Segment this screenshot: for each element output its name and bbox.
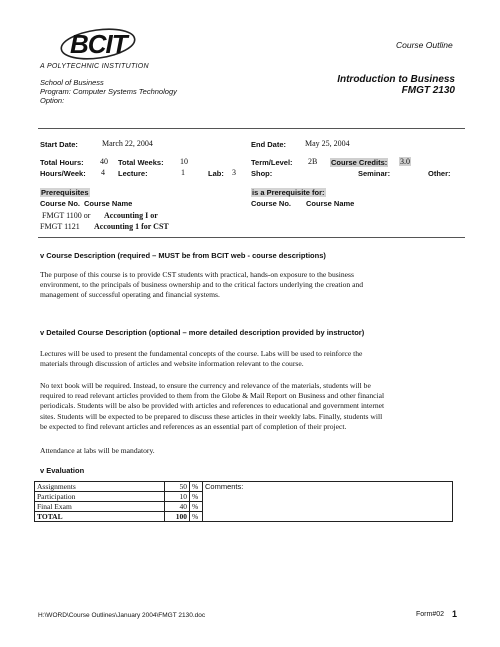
eval-value: 40 (165, 502, 190, 512)
end-date-value: May 25, 2004 (305, 139, 350, 148)
start-date-value: March 22, 2004 (102, 139, 153, 148)
eval-pct: % (190, 492, 203, 502)
lecture-value: 1 (181, 168, 185, 177)
logo-text: BCIT (70, 29, 127, 59)
doc-type: Course Outline (396, 40, 453, 50)
text-line: sites. Students will be expected to be prepared to discuss these articles in their weekly labs. Finally, students will (40, 411, 383, 421)
page-number: 1 (452, 609, 458, 619)
course-code: FMGT 2130 (401, 85, 455, 96)
option-label: Option: (40, 96, 65, 105)
text-line: No text book will be required. Instead, to ensure the currency and relevance of the materials, students will be (40, 381, 371, 390)
prereq-col-name: Course Name (84, 199, 133, 208)
eval-value: 10 (165, 492, 190, 502)
eval-item: Assignments (35, 482, 165, 492)
term-label: Term/Level: (251, 158, 293, 167)
eval-item: TOTAL (35, 512, 165, 522)
prereq-row-name: Accounting I or (104, 211, 158, 220)
footer-form: Form#02 (416, 611, 445, 618)
prereq-col-no: Course No. (40, 199, 81, 208)
lab-label: Lab: (208, 169, 224, 178)
comments-cell (203, 482, 453, 522)
detailed-description-para2 (40, 381, 460, 432)
total-weeks-label: Total Weeks: (118, 158, 164, 167)
text-line: materials through discussion of articles and website information relevant to the course. (40, 359, 304, 369)
start-date-label: Start Date: (40, 140, 78, 149)
end-date-label: End Date: (251, 140, 287, 149)
bcit-logo (60, 25, 140, 63)
total-weeks-value: 10 (180, 157, 188, 166)
hours-week-label: Hours/Week: (40, 169, 86, 178)
course-description-heading: v Course Description (required – MUST be from BCIT web - course descriptions) (40, 251, 326, 260)
shop-label: Shop: (251, 169, 273, 178)
eval-item: Participation (35, 492, 165, 502)
text-line: be expected to find relevant articles and references as an essential part of completion of their project. (40, 421, 347, 431)
prereq-row-no: FMGT 1100 or (42, 211, 91, 220)
divider (38, 128, 465, 129)
prereq-heading: Prerequisites (41, 188, 89, 197)
school-name: School of Business (40, 78, 104, 87)
prereq-for-col-name: Course Name (306, 199, 355, 208)
credits-value: 3.0 (400, 157, 410, 166)
divider (38, 237, 465, 238)
lab-value: 3 (232, 168, 236, 177)
tagline: A POLYTECHNIC INSTITUTION (40, 63, 149, 70)
credits-label: Course Credits: (331, 158, 388, 167)
other-label: Other: (428, 169, 451, 178)
lecture-label: Lecture: (118, 169, 148, 178)
prereq-row-name: Accounting 1 for CST (94, 222, 169, 231)
text-line: Lectures will be used to present the fundamental concepts of the course. Labs will be used to reinforce the (40, 349, 363, 358)
prereq-for-col-no: Course No. (251, 199, 292, 208)
eval-item: Final Exam (35, 502, 165, 512)
course-title: Introduction to Business (337, 74, 455, 85)
hours-week-value: 4 (101, 168, 105, 177)
text-line: environment, to the principals of business ownership and to the critical factors underlying the creation and (40, 280, 364, 290)
eval-value: 100 (165, 512, 190, 522)
evaluation-heading: v Evaluation (40, 466, 85, 475)
prereq-row-no: FMGT 1121 (40, 222, 80, 231)
table-row (35, 482, 453, 492)
text-line: The purpose of this course is to provide CST students with practical, hands-on exposure to the business (40, 270, 354, 279)
eval-pct: % (190, 502, 203, 512)
text-line: periodicals. Students will be also be provided with articles and references to educational and government internet (40, 401, 385, 411)
total-hours-value: 40 (100, 157, 108, 166)
detailed-description-heading: v Detailed Course Description (optional – more detailed description provided by instructor) (40, 328, 365, 337)
seminar-label: Seminar: (358, 169, 391, 178)
course-description-text (40, 270, 460, 301)
comments-label: Comments: (205, 482, 244, 491)
term-value: 2B (308, 157, 318, 166)
text-line: required to read relevant articles provided to them from the Globe & Mail Report on Business and other financial (40, 391, 385, 401)
evaluation-table (34, 481, 453, 522)
attendance-note: Attendance at labs will be mandatory. (40, 446, 155, 455)
text-line: management of successful operating and financial systems. (40, 290, 220, 300)
total-hours-label: Total Hours: (40, 158, 84, 167)
detailed-description-para1 (40, 349, 460, 369)
eval-value: 50 (165, 482, 190, 492)
prereq-for-heading: is a Prerequisite for: (252, 188, 325, 197)
footer-path: H:\WORD\Course Outlines\January 2004\FMGT 2130.doc (38, 612, 206, 619)
program-name: Program: Computer Systems Technology (40, 87, 177, 96)
eval-pct: % (190, 512, 203, 522)
eval-pct: % (190, 482, 203, 492)
